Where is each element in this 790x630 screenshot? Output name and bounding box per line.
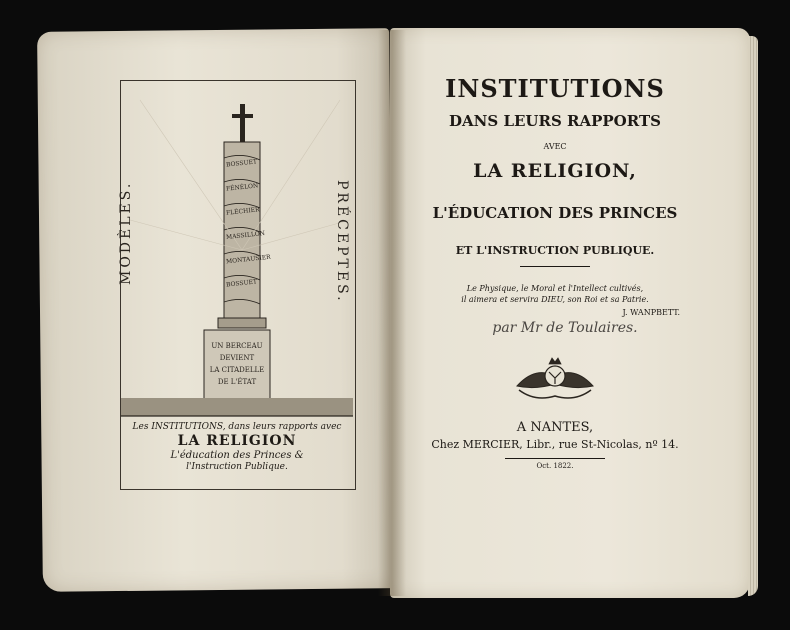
imprint-date: Oct. 1822.	[536, 462, 574, 470]
base-inscription	[202, 340, 272, 388]
pillar-name: MONTAUSIER	[225, 253, 272, 266]
imprint-publisher: Chez MERCIER, Libr., rue St-Nicolas, nº 14.	[431, 438, 679, 451]
caption-title: LA RELIGION	[177, 433, 297, 449]
epigraph-line: il aimera et servira DIEU, son Roi et sa Patrie.	[461, 295, 649, 304]
handwritten-note: par Mr de Toulaires.	[492, 320, 638, 336]
divider-rule	[505, 458, 605, 459]
epigraph-line: Le Physique, le Moral et l'Intellect cultivés,	[466, 284, 644, 293]
base-line: UN BERCEAU	[211, 342, 263, 350]
book-title: INSTITUTIONS	[445, 74, 665, 103]
caption-line: L'éducation des Princes &	[170, 450, 304, 461]
base-line: LA CITADELLE	[209, 366, 265, 374]
pillar-name: FLÉCHIER	[225, 206, 260, 217]
side-label-left: MODÈLES.	[118, 180, 134, 285]
pillar-name: BOSSUET	[225, 278, 258, 289]
subtitle-avec: AVEC	[543, 142, 567, 151]
imprint-city: A NANTES,	[516, 420, 594, 435]
caption-line: Les INSTITUTIONS, dans leurs rapports avec	[132, 422, 342, 432]
pillar-name: BOSSUET	[225, 158, 258, 169]
subtitle-line: DANS LEURS RAPPORTS	[449, 112, 661, 130]
divider-rule	[520, 266, 590, 267]
frontispiece-caption	[122, 418, 352, 486]
epigraph-author: J. WANPBETT.	[622, 308, 680, 317]
subtitle-religion: LA RELIGION,	[473, 160, 637, 182]
base-line: DE L'ÉTAT	[217, 378, 257, 386]
subtitle-education: L'ÉDUCATION DES PRINCES	[432, 204, 678, 222]
subtitle-instruction: ET L'INSTRUCTION PUBLIQUE.	[455, 244, 655, 257]
side-label-right: PRÉCEPTES.	[334, 180, 350, 304]
pillar-name: FÉNÉLON	[225, 182, 259, 193]
pillar-name: MASSILLON	[225, 229, 266, 242]
caption-line: l'Instruction Publique.	[186, 462, 288, 472]
base-line: DEVIENT	[219, 354, 255, 362]
